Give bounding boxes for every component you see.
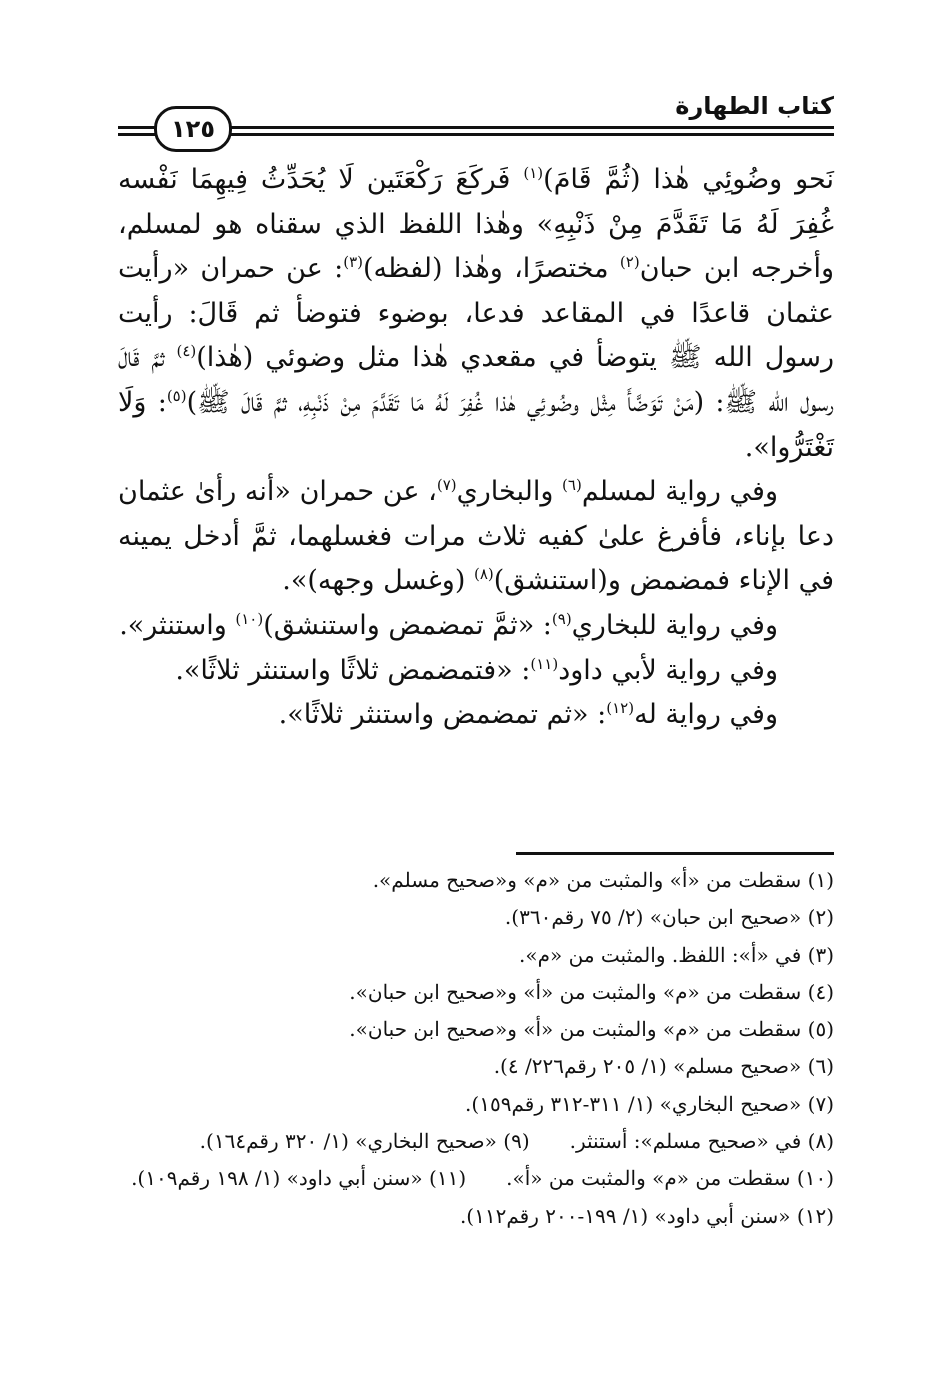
footnote: (٥) سقطت من «م» والمثبت من «أ» و«صحيح ابن حبان». bbox=[349, 1017, 834, 1042]
footnote-pair bbox=[118, 1123, 834, 1160]
footnote-ref: (٤) bbox=[176, 342, 197, 361]
footnote-ref: (٩) bbox=[551, 609, 572, 628]
footnote: (٢) «صحيح ابن حبان» (٢/ ٧٥ رقم٣٦٠). bbox=[504, 905, 834, 930]
footnote: (١) سقطت من «أ» والمثبت من «م» و«صحيح مسلم». bbox=[372, 868, 834, 892]
footnote-ref: (١١) bbox=[530, 654, 559, 673]
paragraph: نَحو وضُوئِي هٰذا (ثُمَّ قَامَ)$^{(١)}$ فَركَعَ رَكْعَتَين لَا يُحَدِّثُ فِيهِمَا نَفْسه غُفِرَ لَهُ مَا تَقَدَّمَ مِنْ ذَنْبِهِ» وهٰذا اللفظ الذي سقناه هو لمسلم، وأخرجه ابن حبان$^{(٢)}$ مختصرًا، وهٰذا (لفظه)$^{(٣)}$: عن حمران «رأيت عثمان قاعدًا في المقاعد فدعا، بوضوء فتوضأ ثم قَالَ: رأيت رسول الله ﷺ يتوضأ في مقعدي هٰذا مثل وضوئي (هٰذا)$^{(٤)}$ ثمَّ قَالَ رسول الله ﷺ: (مَنْ تَوَضَّأَ مِثْل وضُوئِي هٰذا غُفِرَ لَهُ مَا تَقَدَّمَ مِنْ ذَنْبِهِ، ثمَّ قَالَ ﷺ)$^{(٥)}$: وَلَا تَغْتَرُّوا». bbox=[118, 164, 835, 463]
footnote-ref: (١٢) bbox=[606, 699, 635, 718]
footnote-separator bbox=[516, 852, 834, 855]
footnote-ref: (١٠) bbox=[235, 609, 264, 628]
footnote: (١١) «سنن أبي داود» (١/ ١٩٨ رقم١٠٩). bbox=[131, 1166, 467, 1191]
paragraph: وفي رواية له$^{(١٢)}$: «ثم تمضمض واستنثر ثلاثًا». bbox=[278, 699, 778, 731]
footnote: (٧) «صحيح البخاري» (١/ ٣١١-٣١٢ رقم١٥٩). bbox=[465, 1091, 834, 1116]
footnote-ref: (٢) bbox=[619, 253, 640, 272]
footnote: (٣) في «أ»: اللفظ. والمثبت من «م». bbox=[519, 942, 834, 967]
footnote-pair bbox=[118, 1160, 834, 1197]
footnote: (٤) سقطت من «م» والمثبت من «أ» و«صحيح ابن حبان». bbox=[349, 979, 834, 1004]
footnote-ref: (٥) bbox=[166, 386, 187, 405]
footnote: (١٢) «سنن أبي داود» (١/ ١٩٩-٢٠٠ رقم١١٢). bbox=[459, 1203, 834, 1228]
footnote-ref: (١) bbox=[523, 164, 544, 182]
page-header bbox=[118, 80, 834, 150]
paragraph: وفي رواية لمسلم$^{(٦)}$ والبخاري$^{(٧)}$، عن حمران «أنه رأىٰ عثمان دعا بإناء، فأفرغ علىٰ كفيه ثلاث مرات فغسلهما، ثمَّ أدخل يمينه في الإناء فمضمض و(استنشق)$^{(٨)}$ (وغسل وجهه)». bbox=[118, 476, 834, 597]
footnotes bbox=[118, 862, 834, 1235]
paragraph: وفي رواية لأبي داود$^{(١١)}$: «فتمضمض ثلاثًا واستنثر ثلاثًا». bbox=[175, 654, 778, 686]
footnote-ref: (٧) bbox=[436, 476, 457, 495]
main-text bbox=[118, 158, 834, 738]
footnote: (٦) «صحيح مسلم» (١/ ٢٠٥ رقم٢٢٦/ ٤). bbox=[493, 1054, 834, 1079]
footnote-ref: (٨) bbox=[473, 565, 494, 584]
footnote: (٨) في «صحيح مسلم»: أستنثر. bbox=[569, 1129, 834, 1154]
footnote: (١٠) سقطت من «م» والمثبت من «أ». bbox=[506, 1166, 834, 1191]
footnote: (٩) «صحيح البخاري» (١/ ٣٢٠ رقم١٦٤). bbox=[199, 1129, 530, 1154]
footnote-ref: (٣) bbox=[343, 253, 363, 272]
paragraph: وفي رواية للبخاري$^{(٩)}$: «ثمَّ تمضمض واستنشق)$^{(١٠)}$ واستنثر». bbox=[119, 609, 778, 641]
book-title: كتاب الطهارة bbox=[675, 92, 834, 120]
footnote-ref: (٦) bbox=[562, 476, 582, 495]
page-number: ١٢٥ bbox=[154, 106, 232, 152]
